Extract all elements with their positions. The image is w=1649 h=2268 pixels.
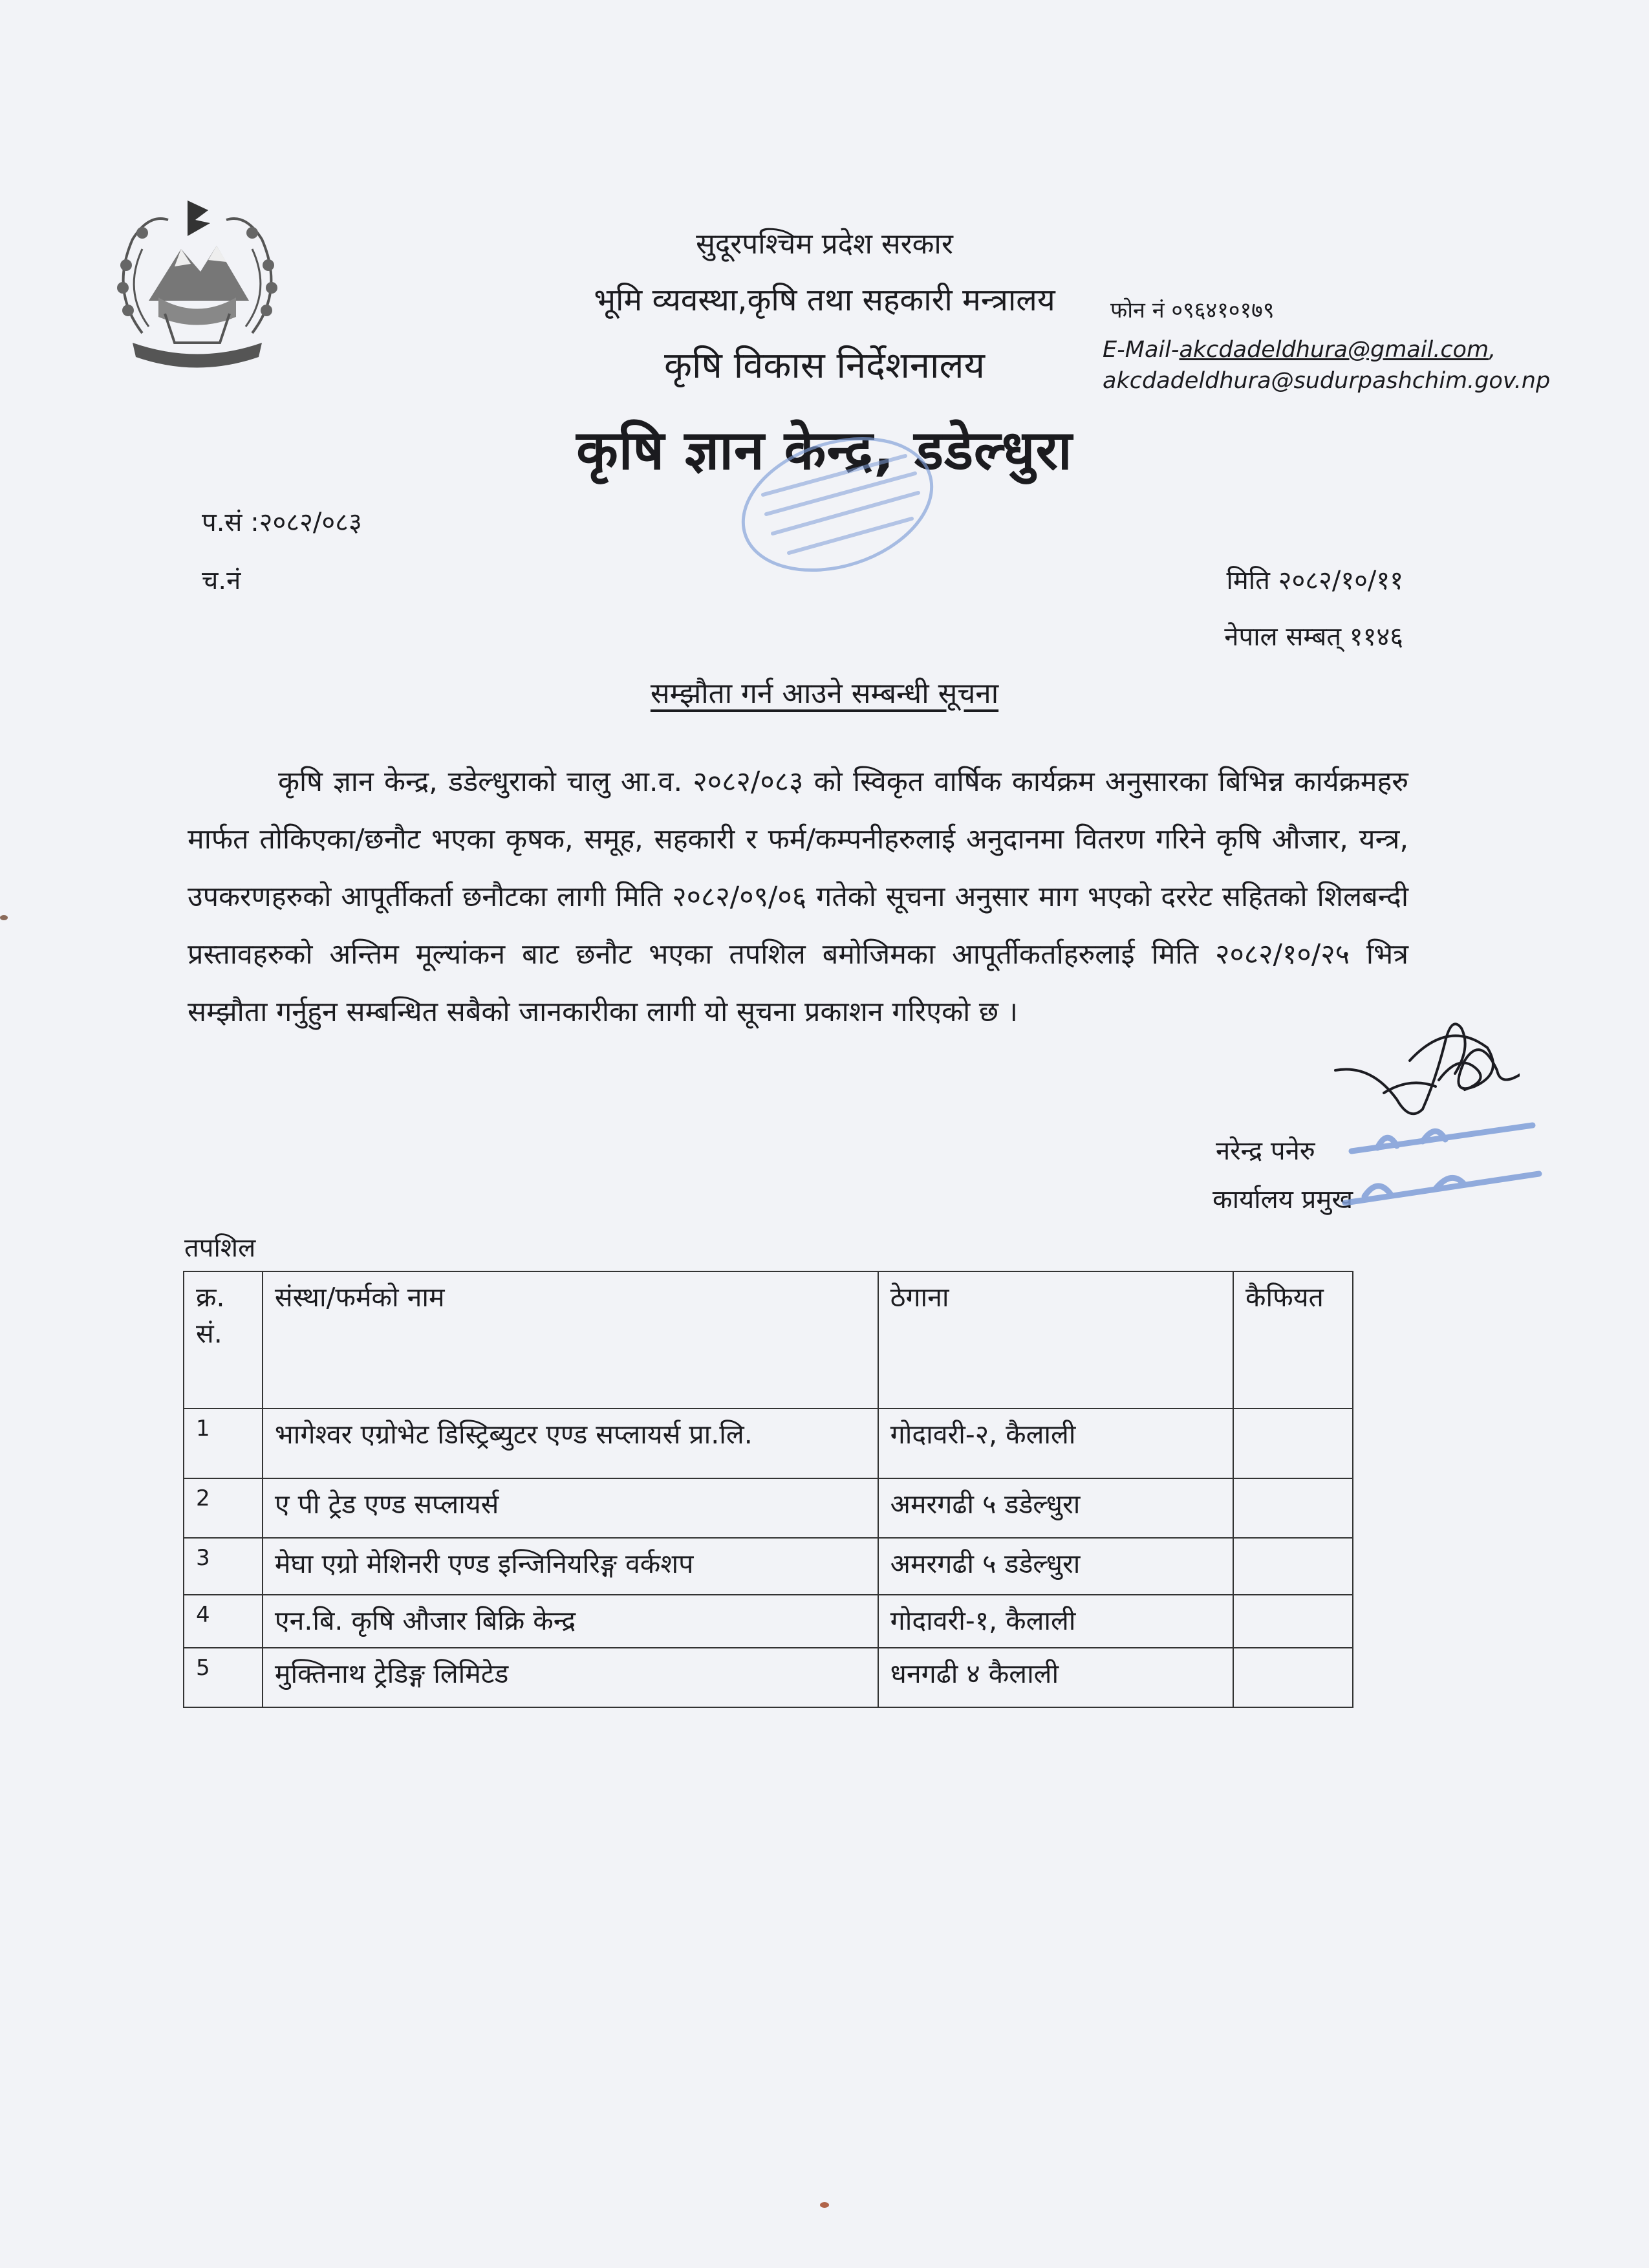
schedule-label: तपशिल <box>184 1233 256 1263</box>
row-address: गोदावरी-१, कैलाली <box>878 1595 1233 1648</box>
row-remarks <box>1233 1478 1353 1538</box>
header-ministry: भूमि व्यवस्था,कृषि तथा सहकारी मन्त्रालय <box>594 282 1055 318</box>
row-serial: 2 <box>184 1478 263 1538</box>
subject-text: सम्झौता गर्न आउने सम्बन्धी सूचना <box>650 677 999 710</box>
header-address: ठेगाना <box>878 1271 1233 1409</box>
row-address: गोदावरी-२, कैलाली <box>878 1409 1233 1478</box>
row-remarks <box>1233 1648 1353 1707</box>
paper-mark <box>820 2202 829 2208</box>
row-address: अमरगढी ५ डडेल्धुरा <box>878 1478 1233 1538</box>
contact-block <box>1103 294 1550 396</box>
signatory-title: कार्यालय प्रमुख <box>1212 1185 1353 1215</box>
supplier-table <box>183 1271 1353 1708</box>
table-row <box>184 1648 1353 1707</box>
email-link-gov[interactable]: akcdadeldhura@sudurpashchim.gov.np <box>1103 368 1551 394</box>
row-serial: 4 <box>184 1595 263 1648</box>
header-serial: क्र. सं. <box>184 1271 263 1409</box>
notice-body: कृषि ज्ञान केन्द्र, डडेल्धुराको चालु आ.व. २०८२/०८३ को स्विकृत वार्षिक कार्यक्रम अनुसारका बिभिन्न कार्यक्रमहरु मार्फत तोकिएका/छनौट भएका कृषक, समूह, सहकारी र फर्म/कम्पनीहरुलाई अनुदानमा वितरण गरिने कृषि औजार, यन्त्र, उपकरणहरुको आपूर्तीकर्ता छनौटका लागी मिति २०८२/०९/०६ गतेको सूचना अनुसार माग भएको दररेट सहितको शिलबन्दी प्रस्तावहरुको अन्तिम मूल्यांकन बाट छनौट भएका तपशिल बमोजिमका आपूर्तीकर्ताहरुलाई मिति २०८२/१०/२५ भित्र सम्झौता गर्नुहुन सम्बन्धित सबैको जानकारीका लागी यो सूचना प्रकाशन गरिएको छ । <box>188 766 1408 1028</box>
table-header-row <box>184 1271 1353 1409</box>
email-line-1 <box>1103 334 1550 365</box>
office-seal-stamp <box>731 433 944 576</box>
issue-date: मिति २०८२/१०/११ <box>1226 566 1403 596</box>
row-address: धनगढी ४ कैलाली <box>878 1648 1233 1707</box>
header-directorate: कृषि विकास निर्देशनालय <box>664 345 985 387</box>
signatory-name-stamp <box>1339 1112 1552 1222</box>
row-address: अमरगढी ५ डडेल्धुरा <box>878 1538 1233 1595</box>
header-remarks: कैफियत <box>1233 1271 1353 1409</box>
row-remarks <box>1233 1595 1353 1648</box>
table-row <box>184 1595 1353 1648</box>
signatory-name: नरेन्द्र पनेरु <box>1216 1136 1315 1166</box>
phone-number: फोन नं ०९६४१०१७९ <box>1110 297 1275 323</box>
row-firm-name: मेघा एग्रो मेशिनरी एण्ड इन्जिनियरिङ्ग वर्कशप <box>263 1538 878 1595</box>
row-remarks <box>1233 1409 1353 1478</box>
reference-number: प.सं :२०८२/०८३ <box>202 508 362 537</box>
row-firm-name: मुक्तिनाथ ट्रेडिङ्ग लिमिटेड <box>263 1648 878 1707</box>
table-row <box>184 1538 1353 1595</box>
table-row <box>184 1409 1353 1478</box>
header-office-name: कृषि ज्ञान केन्द्र, डडेल्धुरा <box>576 418 1073 482</box>
table-row <box>184 1478 1353 1538</box>
row-firm-name: ए पी ट्रेड एण्ड सप्लायर्स <box>263 1478 878 1538</box>
dispatch-number: च.नं <box>202 566 241 596</box>
header-firm-name: संस्था/फर्मको नाम <box>263 1271 878 1409</box>
row-serial: 5 <box>184 1648 263 1707</box>
nepal-sambat-year: नेपाल सम्बत् ११४६ <box>1224 622 1403 652</box>
row-firm-name: भागेश्वर एग्रोभेट डिस्ट्रिब्युटर एण्ड सप्लायर्स प्रा.लि. <box>263 1409 878 1478</box>
email-separator: , <box>1489 337 1496 363</box>
row-serial: 3 <box>184 1538 263 1595</box>
row-remarks <box>1233 1538 1353 1595</box>
paper-mark <box>0 915 8 920</box>
email-prefix: E-Mail- <box>1103 337 1180 363</box>
row-serial: 1 <box>184 1409 263 1478</box>
header-government: सुदूरपश्चिम प्रदेश सरकार <box>696 228 953 261</box>
notice-subject <box>0 673 1649 711</box>
row-firm-name: एन.बि. कृषि औजार बिक्रि केन्द्र <box>263 1595 878 1648</box>
email-link-gmail[interactable]: akcdadeldhura@gmail.com <box>1179 337 1489 363</box>
